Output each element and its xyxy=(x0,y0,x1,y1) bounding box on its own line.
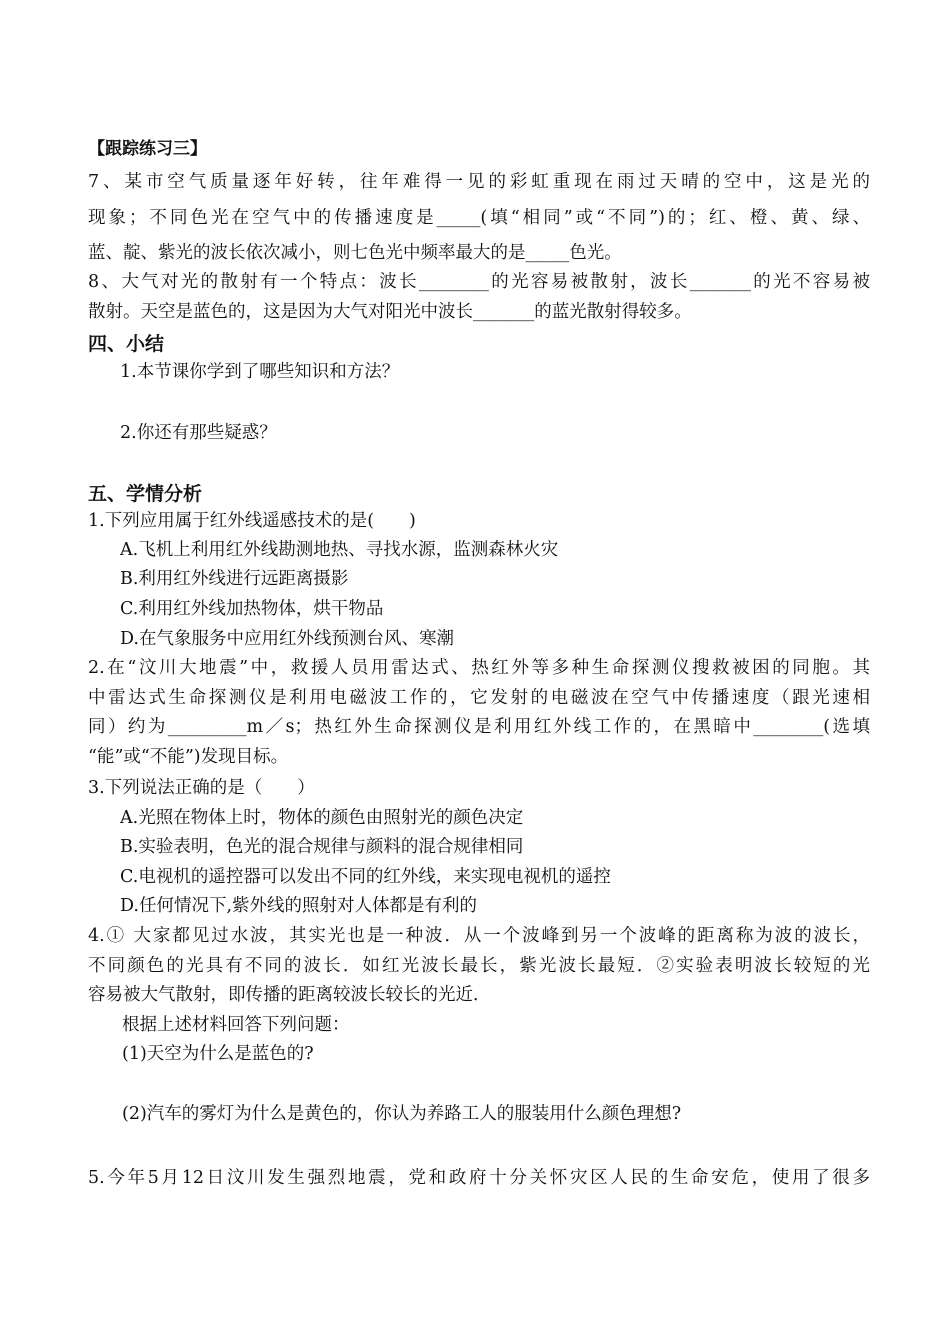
q1-option-b: B.利用红外线进行远距离摄影 xyxy=(120,569,349,589)
analysis-title: 五、学情分析 xyxy=(88,483,203,505)
q7-line-3: 蓝、靛、紫光的波长依次减小，则七色光中频率最大的是_____色光。 xyxy=(88,243,622,263)
q1-option-a: A.飞机上利用红外线勘测地热、寻找水源，监测森林火灾 xyxy=(120,540,559,560)
q2-line-3: 同）约为_________m／s；热红外生命探测仪是利用红外线工作的，在黑暗中________(选填 xyxy=(88,717,870,737)
q4-sub-question-2: (2)汽车的雾灯为什么是黄色的，你认为养路工人的服装用什么颜色理想? xyxy=(122,1104,682,1124)
summary-item-1: 1.本节课你学到了哪些知识和方法？ xyxy=(120,362,400,382)
q3-option-b: B.实验表明，色光的混合规律与颜料的混合规律相同 xyxy=(120,837,524,857)
q3-option-a: A.光照在物体上时，物体的颜色由照射光的颜色决定 xyxy=(120,808,524,828)
q7-line-1: 7、某市空气质量逐年好转，往年难得一见的彩虹重现在雨过天晴的空中，这是光的 xyxy=(88,172,870,192)
q1-option-c: C.利用红外线加热物体，烘干物品 xyxy=(120,599,384,619)
practice-3-title: 【跟踪练习三】 xyxy=(88,139,207,159)
q4-line-3: 容易被大气散射，即传播的距离较波长较长的光近． xyxy=(88,985,491,1005)
summary-title: 四、小结 xyxy=(88,333,165,355)
q4-sub-question-1: (1)天空为什么是蓝色的? xyxy=(122,1044,314,1064)
q2-line-2: 中雷达式生命探测仪是利用电磁波工作的，它发射的电磁波在空气中传播速度（跟光速相 xyxy=(88,688,870,708)
q2-line-4: “能”或“不能”)发现目标。 xyxy=(88,747,289,767)
q3-option-d: D.任何情况下,紫外线的照射对人体都是有利的 xyxy=(120,896,478,916)
q3-stem: 3.下列说法正确的是（ ） xyxy=(88,778,315,798)
q1-option-d: D.在气象服务中应用红外线预测台风、寒潮 xyxy=(120,629,454,649)
q2-line-1: 2.在“汶川大地震”中，救援人员用雷达式、热红外等多种生命探测仪搜救被困的同胞。其 xyxy=(88,658,870,678)
q1-stem: 1.下列应用属于红外线遥感技术的是( ) xyxy=(88,511,416,531)
q4-line-1: 4.① 大家都见过水波，其实光也是一种波．从一个波峰到另一个波峰的距离称为波的波长， xyxy=(88,926,870,946)
q3-option-c: C.电视机的遥控器可以发出不同的红外线，来实现电视机的遥控 xyxy=(120,867,611,887)
q7-line-2: 现象；不同色光在空气中的传播速度是_____(填“相同”或“不同”)的；红、橙、黄、绿、 xyxy=(88,208,870,228)
q8-line-2: 散射。天空是蓝色的，这是因为大气对阳光中波长_______的蓝光散射得较多。 xyxy=(88,302,692,322)
q4-line-2: 不同颜色的光具有不同的波长．如红光波长最长，紫光波长最短．②实验表明波长较短的光 xyxy=(88,956,870,976)
summary-item-2: 2.你还有那些疑惑？ xyxy=(120,423,277,443)
q8-line-1: 8、大气对光的散射有一个特点：波长________的光容易被散射，波长_______的光不容易被 xyxy=(88,272,870,292)
q5-line-1: 5.今年5月12日汶川发生强烈地震，党和政府十分关怀灾区人民的生命安危，使用了很多 xyxy=(88,1168,870,1188)
q4-prompt: 根据上述材料回答下列问题： xyxy=(122,1015,350,1035)
